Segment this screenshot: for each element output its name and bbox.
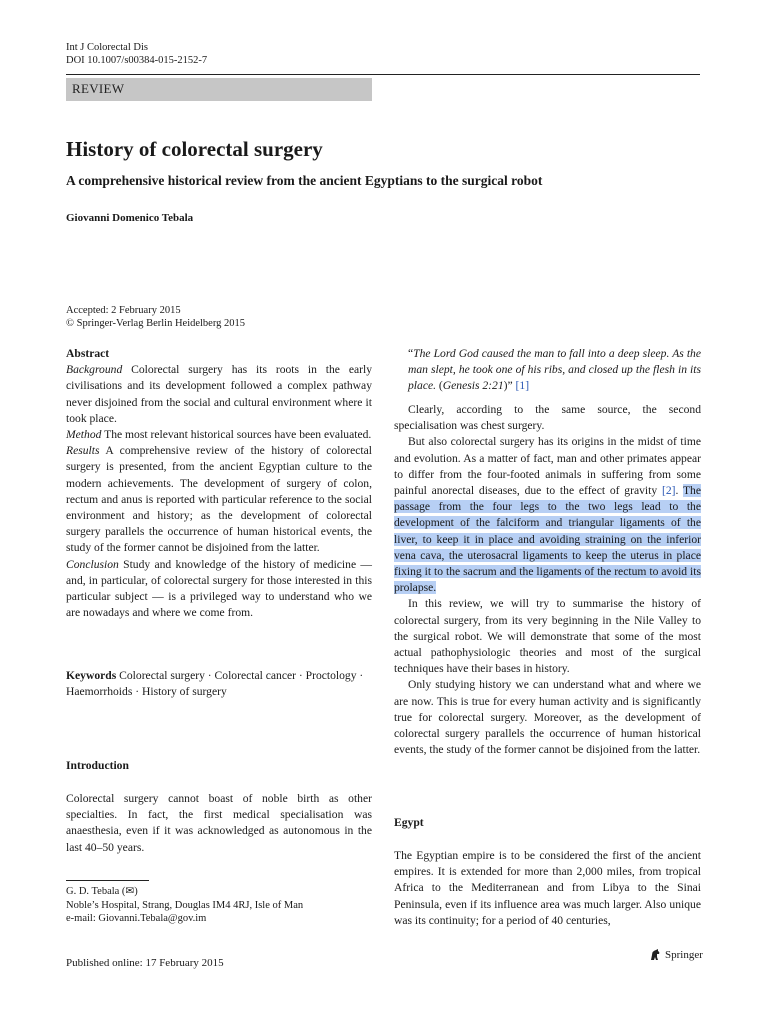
introduction-text: Colorectal surgery cannot boast of noble birth as other specialties. In fact, the first medical specialisation was anaesthesia, even if it was acknowledged as autonomous in the last 40–50 years. (66, 792, 372, 854)
footnote-address: Noble’s Hospital, Strang, Douglas IM4 4RJ, Isle of Man (66, 899, 304, 911)
results-text: A comprehensive review of the history of colorectal surgery is presented, from the ancient Egyptian culture to the modern achievements. The development of surgery of colon, rectum and anus is reported with particular reference to the social environment and history; as the development of colorectal surgery parallels the occurrence of human historical events, the study of the former cannot be disjoined from the latter. (66, 444, 372, 555)
paragraph: Clearly, according to the same source, the second specialisation was chest surgery. (394, 403, 701, 433)
egypt-section (394, 815, 701, 831)
conclusion-label: Conclusion (66, 557, 119, 571)
method-label: Method (66, 428, 102, 442)
egypt-heading: Egypt (394, 816, 424, 829)
quote-src-open: ( (436, 379, 443, 393)
section-band (66, 78, 372, 101)
introduction-heading: Introduction (66, 759, 129, 772)
published-date: Published online: 17 February 2015 (66, 957, 224, 969)
quote-source: Genesis 2:21 (442, 379, 504, 393)
paragraph: In this review, we will try to summarise the history of colorectal surgery, from its very beginning in the Nile Valley to the surgical robot. We will demonstrate that some of the most actual pathophysiologic theories and most of the surgical techniques have their bases in history. (394, 597, 701, 676)
abstract-heading: Abstract (66, 347, 110, 360)
keywords-label: Keywords (66, 669, 117, 682)
quote-text: The Lord God caused the man to fall into a deep sleep. As the man slept, he took one of his ribs, and closed up the flesh in its place. (408, 347, 701, 393)
egypt-text: The Egyptian empire is to be considered the first of the ancient empires. It is extended for more than 2,000 miles, from tropical Africa to the Mediterranean and from Libya to the Sinai Peninsula, even if its influence area was much larger. Also unique was its continuity; for a period of 40 centuries, (394, 849, 701, 927)
intro-body-right (394, 402, 701, 758)
copyright: © Springer-Verlag Berlin Heidelberg 2015 (66, 318, 246, 329)
footnote-author: G. D. Tebala (✉) (66, 886, 138, 897)
results-label: Results (66, 444, 100, 458)
background-text: Colorectal surgery has its roots in the early civilisations and its development followed a complex pathway never disjoined from the social and cultural environment where it took place. (66, 363, 372, 425)
conclusion-text: Study and knowledge of the history of medicine — and, in particular, of colorectal surgery for those interested in this particular subject — is a privileged way to understand who we are nowadays and where we come from. (66, 557, 372, 620)
journal-name: Int J Colorectal Dis (66, 42, 148, 53)
journal-header (66, 41, 207, 67)
footnote-rule (66, 880, 149, 881)
keywords-text: Colorectal surgery · Colorectal cancer · Proctology · Haemorrhoids · History of surgery (66, 669, 364, 699)
springer-horse-icon (648, 948, 662, 962)
background-label: Background (66, 363, 123, 377)
epigraph (394, 346, 701, 395)
footnote-email[interactable]: e-mail: Giovanni.Tebala@gov.im (66, 913, 207, 924)
article-subtitle: A comprehensive historical review from the ancient Egyptians to the surgical robot (66, 173, 543, 188)
citation-link[interactable]: [1] (515, 379, 530, 393)
egypt-body (394, 848, 701, 929)
method-text: The most relevant historical sources have been evaluated. (101, 428, 372, 442)
introduction-body (66, 791, 372, 856)
abstract (66, 346, 372, 621)
article-title: History of colorectal surgery (66, 137, 323, 161)
accepted-date: Accepted: 2 February 2015 (66, 305, 181, 316)
section-label: REVIEW (72, 81, 125, 96)
paragraph-highlighted (394, 434, 701, 596)
highlighted-text[interactable]: The passage from the four legs to the two legs lead to the development of the falciform and triangular ligaments of the liver, to keep it in place and avoiding straining on the inferior vena cava, the uterosacral ligaments to keep the uterus in place fixing it to the sacrum and the ligaments of the rectum to avoid its prolapse. (394, 484, 701, 595)
header-rule (66, 74, 700, 75)
keywords (66, 668, 372, 700)
paragraph-text: But also colorectal surgery has its origins in the midst of time and evolution. As a matter of fact, man and other primates appear to differ from the four-footed animals in suffering from some painful anorectal diseases, due to the effect of gravity (394, 435, 701, 498)
article-dates (66, 304, 245, 330)
paragraph: Only studying history we can understand what and where we are now. This is true for every human activity and is significantly true for colorectal surgery. Moreover, as the development of colorectal surgery parallels the occurrence of human historical events, the study of the former cannot be disjoined from the latter. (394, 678, 701, 757)
publisher-logo (648, 948, 703, 962)
publisher-name: Springer (665, 949, 703, 961)
doi: DOI 10.1007/s00384-015-2152-7 (66, 55, 208, 66)
citation-link[interactable]: [2] (661, 484, 676, 498)
author-name: Giovanni Domenico Tebala (66, 212, 194, 224)
footnote (66, 885, 303, 926)
quote-open: “ (408, 347, 414, 360)
punctuation: . (675, 484, 683, 498)
quote-close: )” (503, 379, 516, 393)
introduction (66, 758, 372, 774)
